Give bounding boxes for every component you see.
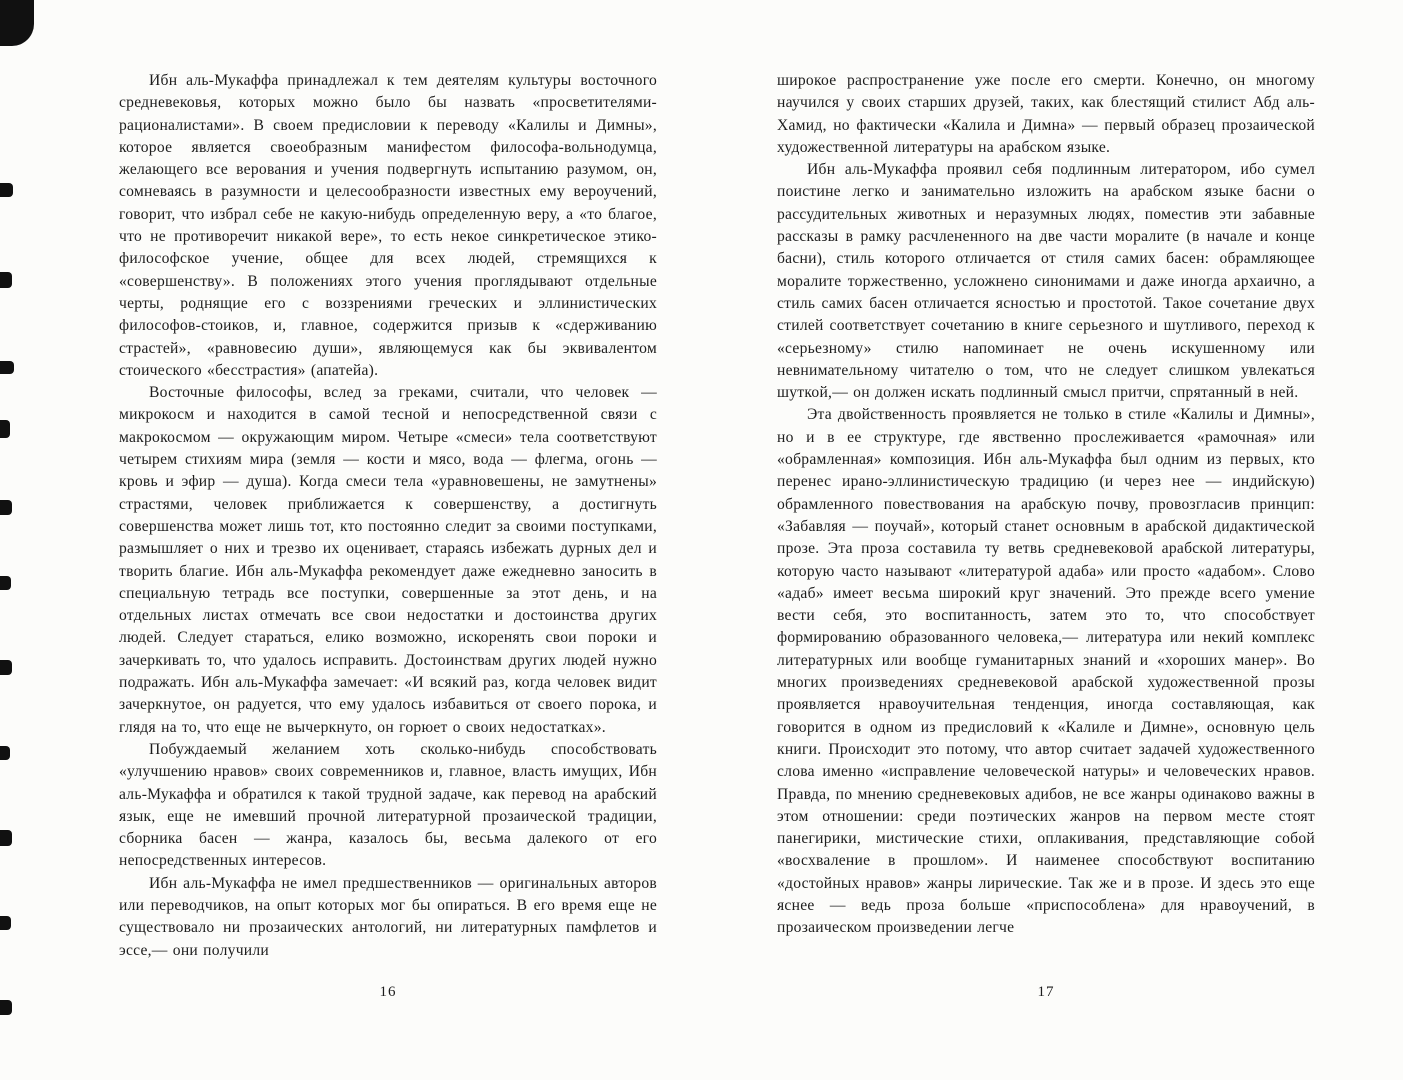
- scan-mark: [0, 183, 13, 197]
- scan-mark: [0, 660, 12, 675]
- paragraph: широкое распространение уже после его смерти. Конечно, он многому научился у своих старших друзей, таких, как блестящий стилист Абд аль-Хамид, но фактически «Калила и Димна» — первый образец прозаической художественной литературы на арабском языке.: [777, 72, 1315, 156]
- scan-mark: [0, 916, 11, 930]
- page-16: [0, 0, 701, 1080]
- scan-mark: [0, 500, 12, 515]
- scan-mark: [0, 361, 14, 374]
- page-17-number: 17: [1037, 984, 1055, 1000]
- paragraph: Ибн аль-Мукаффа принадлежал к тем деятелям культуры восточного средневековья, которых можно было бы назвать «просветителями-рационалистами». В своем предисловии к переводу «Калилы и Димны», которое является своеобразным манифестом философа-вольнодумца, желающего все верования и учения подвергнуть испытанию разумом, он, сомневаясь в разумности и целесообразности известных ему вероучений, говорит, что избрал себе не какую-нибудь определенную веру, а «то благое, что не противоречит никакой вере», то есть некое синкретическое этико-философское учение, общее для всех людей, стремящихся к «совершенству». В положениях этого учения проглядывают отдельные черты, роднящие его с воззрениями греческих и эллинистических философов-стоиков, и, главное, содержится призыв к «сдерживанию страстей», «равновесию души», являющемуся как бы эквивалентом стоического «бесстрастия» (апатейа).: [119, 72, 657, 379]
- scan-mark: [0, 1000, 12, 1015]
- paragraph: Ибн аль-Мукаффа не имел предшественников — оригинальных авторов или переводчиков, на опыт которых мог бы опираться. В его время еще не существовало ни прозаических антологий, ни литературных памфлетов и эссе,— они получили: [119, 874, 657, 959]
- paragraph: Восточные философы, вслед за греками, считали, что человек — микрокосм и находится в самой тесной и непосредственной связи с макрокосмом — окружающим миром. Четыре «смеси» тела соответствуют четырем стихиям мира (земля — кости и мясо, вода — флегма, огонь — кровь и эфир — душа). Когда смеси тела «уравновешены, не замутнены» страстями, человек приближается к совершенству, а достигнуть совершенства может лишь тот, кто постоянно следит за своими поступками, размышляет о них и трезво их оценивает, стараясь избежать дурных дел и творить благие. Ибн аль-Мукаффа рекомендует даже ежедневно заносить в специальную тетрадь все поступки, совершенные за этот день, и на отдельных листах отмечать все свои недостатки и достоинства других людей. Следует стараться, елико возможно, искоренять свои пороки и зачеркивать то, что удалось исправить. Достоинствам других людей нужно подражать. Ибн аль-Мукаффа замечает: «И всякий раз, когда человек видит зачеркнутое, он радуется, что ему удалось избавиться от своего порока, и глядя на то, что еще не вычеркнуто, он горюет о своих недостатках».: [119, 384, 657, 736]
- page-16-text: [119, 70, 657, 982]
- paragraph: Эта двойственность проявляется не только в стиле «Калилы и Димны», но и в ее структуре, где явственно прослеживается «рамочная» или «обрамленная» композиция. Ибн аль-Мукаффа был одним из первых, кто перенес ирано-эллинистическую традицию (и через нее — индийскую) обрамленного повествования на арабскую почву, провозгласив принцип: «Забавляя — поучай», который станет основным в арабской дидактической прозе. Эта проза составила ту ветвь средневековой арабской литературы, которую часто называют «литературой адаба» или просто «адабом». Слово «адаб» имеет весьма широкий круг значений. Это прежде всего умение вести себя, это воспитанность, затем это то, что способствует формированию образованного человека,— литература или некий комплекс литературных или вообще гуманитарных знаний и «хороших манер». Во многих произведениях средневековой арабской художественной прозы проявляется нравоучительная тенденция, иногда составляющая, как говорится в одном из предисловий к «Калиле и Димне», основную цель книги. Происходит это потому, что автор считает задачей художественного слова именно «исправление человеческой натуры» и человеческих нравов. Правда, по мнению средневековых адибов, не все жанры одинаково важны в этом отношении: среди поэтических жанров на первом месте стоят панегирики, мистические стихи, оплакивания, представляющие собой «восхваление в прошлом». И наименее способствуют воспитанию «достойных нравов» жанры лирические. Так же и в прозе. И здесь это еще яснее — ведь проза больше «приспособлена» для нравоучений, в прозаическом произведении легче: [777, 406, 1315, 937]
- scan-mark: [0, 576, 11, 590]
- page-17-text: [777, 70, 1315, 982]
- scan-mark: [0, 830, 12, 846]
- paragraph: Побуждаемый желанием хоть сколько-нибудь способствовать «улучшению нравов» своих современников и, главное, власть имущих, Ибн аль-Мукаффа и обратился к такой трудной задаче, как перевод на арабский язык, еще не имевший прочной литературной прозаической традиции, сборника басен — жанра, казалось бы, весьма далекого от его непосредственных интересов.: [119, 740, 657, 870]
- paragraph: Ибн аль-Мукаффа проявил себя подлинным литератором, ибо сумел поистине легко и занимательно изложить на арабском языке басни о рассудительных животных и неразумных людях, поместив эти забавные рассказы в рамку расчлененного на две части моралите (в начале и конце басни), стиль которого отличается от стиля самих басен: обрамляющее моралите торжественно, усложнено синонимами и даже иногда архаично, а стиль самих басен отличается ясностью и простотой. Такое сочетание двух стилей соответствует сочетанию в книге серьезного и шутливого, переход к «серьезному» стилю напоминает не очень искушенному или невнимательному читателю о том, что не следует слишком увлекаться шуткой,— он должен искать подлинный смысл притчи, спрятанный в ней.: [777, 161, 1315, 402]
- page-16-number: 16: [379, 984, 397, 1000]
- scan-mark: [0, 746, 10, 760]
- scan-mark: [0, 272, 12, 288]
- scan-mark: [0, 420, 10, 438]
- page-17: [701, 0, 1402, 1080]
